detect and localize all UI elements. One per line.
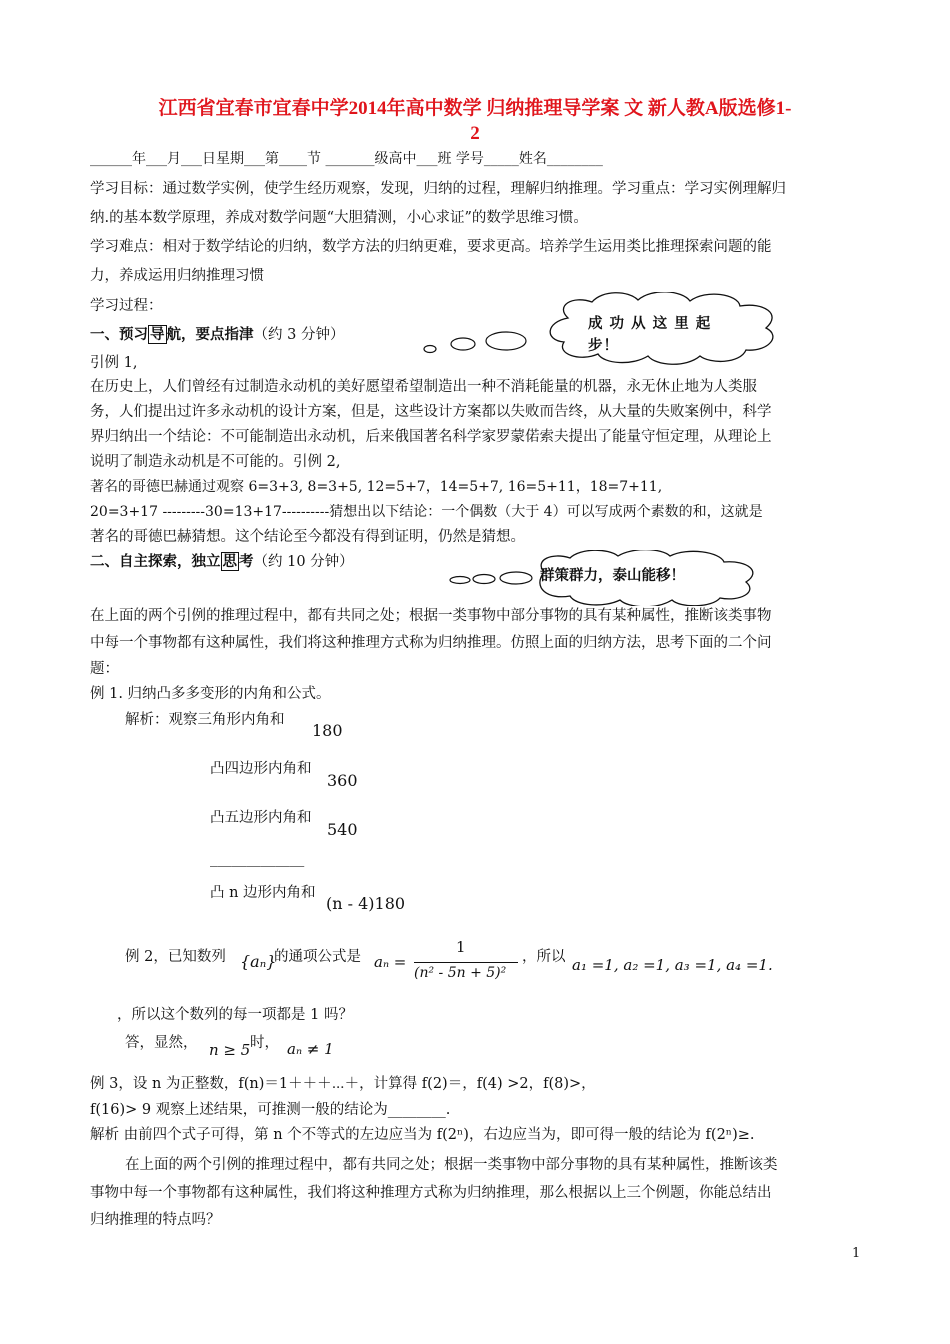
intro-line-3: 界归纳出一个结论：不可能制造出永动机，后来俄国著名科学家罗蒙偌索夫提出了能量守恒定理，从理论上 — [90, 429, 772, 445]
sequence-notation: {aₙ} — [240, 952, 277, 971]
formula-lhs: aₙ = — [374, 953, 407, 971]
process-label: 学习过程： — [90, 298, 163, 314]
fraction-bar — [414, 962, 518, 963]
section-1-boxed-char: 导 — [150, 326, 165, 343]
intro-line-2: 务，人们提出过许多永动机的设计方案，但是，这些设计方案都以失败而告终，从大量的失败案例中，科学 — [90, 404, 772, 420]
page-number: 1 — [852, 1246, 861, 1261]
ngon-label: 凸 n 边形内角和 — [210, 885, 316, 901]
section-1-time: （约 3 分钟） — [253, 327, 345, 343]
answer-inequality: aₙ ≠ 1 — [287, 1040, 334, 1058]
section-2-time: （约 10 分钟） — [253, 554, 354, 570]
section-1-heading — [90, 321, 344, 349]
document-title-line1: 江西省宜春市宜春中学2014年高中数学 归纳推理导学案 文 新人教A版选修1- — [158, 98, 792, 119]
definition-line-3: 题： — [90, 661, 119, 677]
answer-when: 时， — [250, 1035, 279, 1051]
intro-line-1: 在历史上，人们曾经有过制造永动机的美好愿望希望制造出一种不消耗能量的机器，永无休止地为人类服 — [90, 379, 757, 395]
cloud-2-text: 群策群力，泰山能移！ — [540, 567, 685, 584]
section-2-boxed-char: 思 — [222, 553, 237, 570]
section-1-post: 航，要点指津 — [166, 326, 254, 343]
summary-line-3: 归纳推理的特点吗？ — [90, 1212, 221, 1228]
example-3-line-1: 例 3，设 n 为正整数，f(n)＝1＋＋＋⋯＋，计算得 f(2)＝，f(4) >2，f(8)>， — [90, 1076, 596, 1092]
ellipsis-dashes: _____________ — [210, 851, 305, 867]
pentagon-sum-value: 540 — [327, 820, 358, 839]
pentagon-label: 凸五边形内角和 — [210, 810, 312, 826]
example-1-analysis: 解析：观察三角形内角和 — [125, 712, 285, 728]
example-2-intro: 例 2，已知数列 — [125, 949, 226, 965]
summary-line-1: 在上面的两个引例的推理过程中，都有共同之处；根据一类事物中部分事物的具有某种属性，推断该类 — [125, 1157, 778, 1173]
first-terms-values: a₁ =1, a₂ =1, a₃ =1, a₄ =1. — [572, 956, 773, 974]
summary-line-2: 事物中每一个事物都有这种属性，我们将这种推理方式称为归纳推理，那么根据以上三个例题，你能总结出 — [90, 1185, 772, 1201]
example-2-answer: 答，显然， — [125, 1035, 198, 1051]
formula-numerator: 1 — [456, 938, 466, 956]
section-1-pre: 一、预习 — [90, 326, 148, 343]
answer-condition: n ≥ 5 — [209, 1041, 251, 1059]
section-2-pre: 二、自主探索，独立 — [90, 553, 221, 570]
header-info-line: ______年___月___日星期___第____节 _______级高中___班 学号_____姓名________ — [90, 151, 603, 167]
example-3-line-2: f(16)> 9 观察上述结果，可推测一般的结论为________. — [90, 1102, 451, 1118]
intro-line-5: 著名的哥德巴赫通过观察 6=3+3, 8=3+5, 12=5+7，14=5+7, 16=5+11，18=7+11, — [90, 479, 663, 495]
quadrilateral-label: 凸四边形内角和 — [210, 761, 312, 777]
section-2-post: 考 — [239, 553, 254, 570]
goals-line-2: 纳.的基本数学原理，养成对数学问题“大胆猜测，小心求证”的数学思维习惯。 — [90, 210, 588, 226]
ngon-sum-formula: (n - 4)180 — [326, 894, 406, 913]
section-2-heading — [90, 548, 354, 576]
intro-line-7: 著名的哥德巴赫猜想。这个结论至今都没有得到证明，仍然是猜想。 — [90, 529, 525, 545]
definition-line-1: 在上面的两个引例的推理过程中，都有共同之处；根据一类事物中部分事物的具有某种属性，推断该类事物 — [90, 608, 772, 624]
intro-example-1-label: 引例 1, — [90, 355, 138, 371]
example-2-mid: 的通项公式是 — [274, 949, 361, 965]
example-1-title: 例 1. 归纳凸多多变形的内角和公式。 — [90, 686, 331, 702]
goals-line-1: 学习目标：通过数学实例，使学生经历观察，发现，归纳的过程，理解归纳推理。学习重点：学习实例理解归 — [90, 181, 786, 197]
difficulty-line-1: 学习难点：相对于数学结论的归纳，数学方法的归纳更难，要求更高。培养学生运用类比推理探索问题的能 — [90, 239, 772, 255]
intro-line-6: 20=3+17 ---------30=13+17----------猜想出以下结论：一个偶数（大于 4）可以写成两个素数的和，这就是 — [90, 504, 763, 520]
cloud-1-text: 成 功 从 这 里 起 步！ — [588, 315, 712, 354]
intro-line-4: 说明了制造永动机是不可能的。引例 2, — [90, 454, 341, 470]
definition-line-2: 中每一个事物都有这种属性，我们将这种推理方式称为归纳推理。仿照上面的归纳方法，思考下面的二个问 — [90, 635, 772, 651]
difficulty-line-2: 力，养成运用归纳推理习惯 — [90, 268, 264, 284]
example-2-question: ，所以这个数列的每一项都是 1 吗？ — [117, 1007, 353, 1023]
triangle-sum-value: 180 — [312, 721, 343, 740]
document-title-line2: 2 — [470, 123, 480, 144]
formula-denominator: (n² - 5n + 5)² — [414, 965, 507, 981]
quadrilateral-sum-value: 360 — [327, 771, 358, 790]
example-2-so: ，所以 — [522, 949, 566, 965]
example-3-analysis: 解析 由前四个式子可得，第 n 个不等式的左边应当为 f(2ⁿ)，右边应当为，即可得一般的结论为 f(2ⁿ)≥. — [90, 1127, 755, 1143]
